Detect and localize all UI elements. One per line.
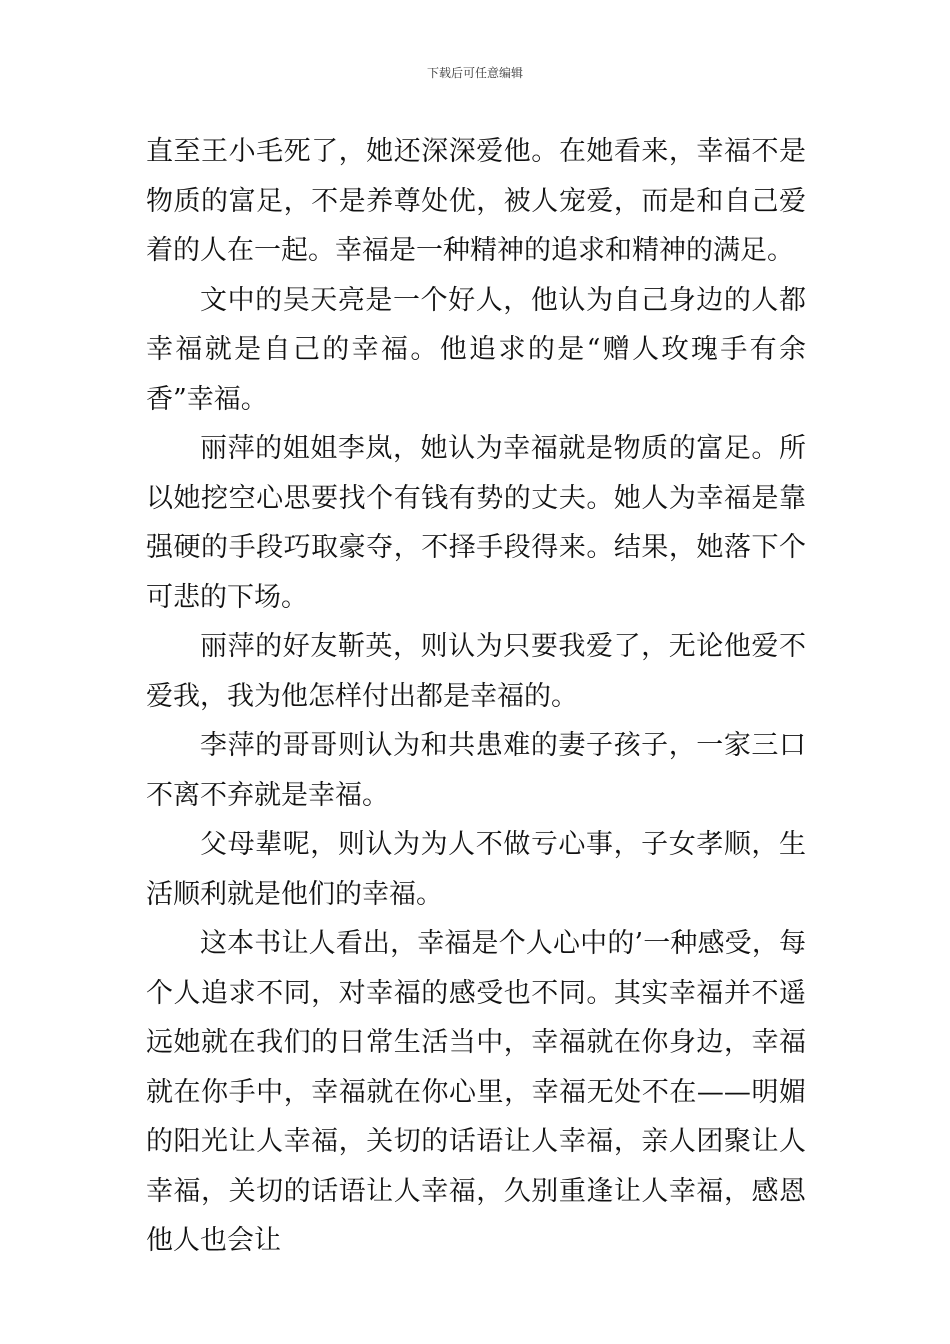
- paragraph-7: 这本书让人看出，幸福是个人心中的’一种感受，每个人追求不同，对幸福的感受也不同。其实幸福并不遥远她就在我们的日常生活当中，幸福就在你身边，幸福就在你手中，幸福就在你心里，幸福无处不在——明媚的阳光让人幸福，关切的话语让人幸福，亲人团聚让人幸福，关切的话语让人幸福，久别重逢让人幸福，感恩他人也会让: [146, 928, 806, 1256]
- paragraph-1: 直至王小毛死了，她还深深爱他。在她看来，幸福不是物质的富足，不是养尊处优，被人宠爱，而是和自己爱着的人在一起。幸福是一种精神的追求和精神的满足。: [146, 136, 806, 266]
- paragraph-2: 文中的吴天亮是一个好人，他认为自己身边的人都幸福就是自己的幸福。他追求的是“赠人玫瑰手有余香”幸福。: [146, 284, 806, 415]
- body-text: [146, 127, 806, 1266]
- paragraph-3: 丽萍的姐姐李岚，她认为幸福就是物质的富足。所以她挖空心思要找个有钱有势的丈夫。她人为幸福是靠强硬的手段巧取豪夺，不择手段得来。结果，她落下个可悲的下场。: [146, 433, 806, 613]
- paragraph-5: 李萍的哥哥则认为和共患难的妻子孩子，一家三口不离不弃就是幸福。: [146, 730, 806, 811]
- page-header: 下载后可任意编辑: [426, 66, 523, 80]
- paragraph-6: 父母辈呢，则认为为人不做亏心事，子女孝顺，生活顺利就是他们的幸福。: [146, 829, 806, 910]
- paragraph-4: 丽萍的好友靳英，则认为只要我爱了，无论他爱不爱我，我为他怎样付出都是幸福的。: [146, 631, 806, 712]
